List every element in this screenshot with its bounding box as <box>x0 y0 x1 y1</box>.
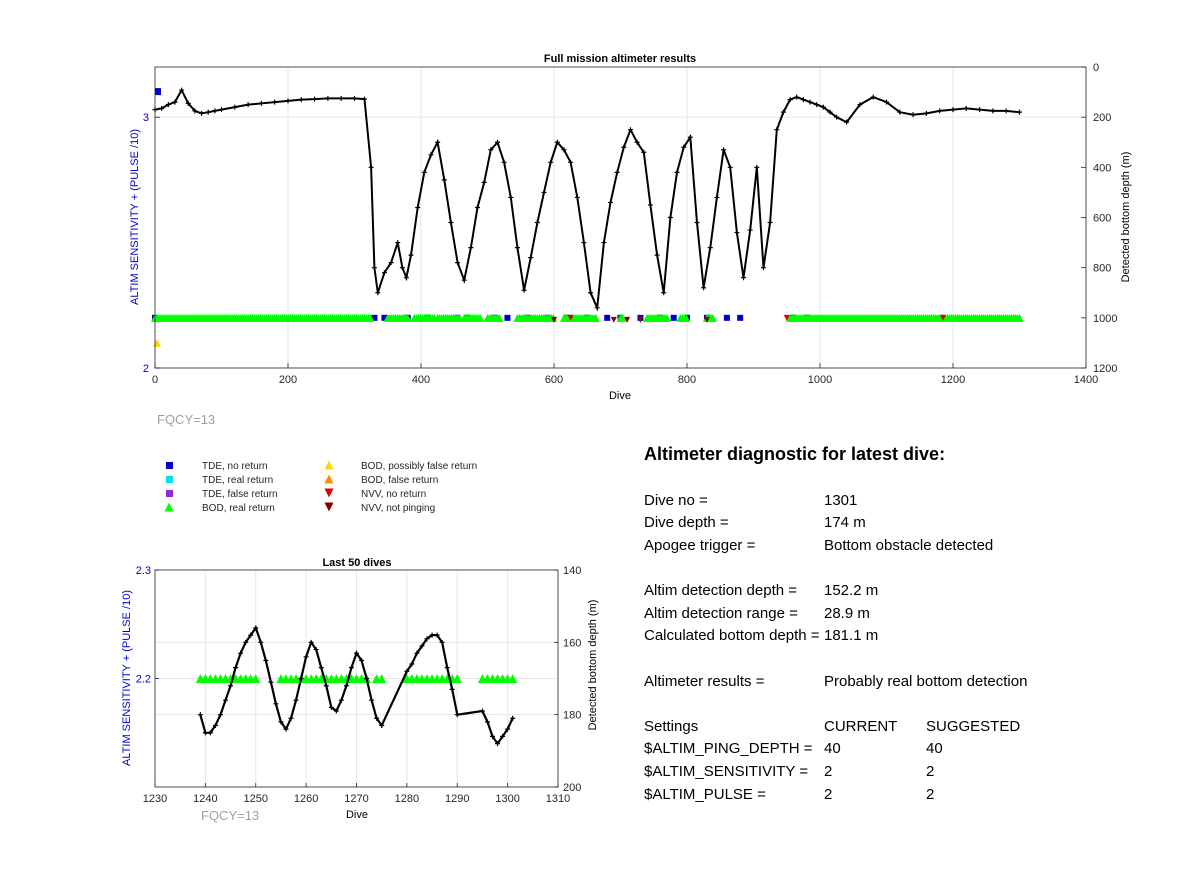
setting-current: 40 <box>824 740 841 758</box>
tde-no-return-marker <box>155 88 161 95</box>
calc-depth-label: Calculated bottom depth = <box>644 627 820 645</box>
depth-point <box>482 180 487 185</box>
right-tick-label: 400 <box>1093 162 1112 175</box>
x-tick-label: 1310 <box>545 793 571 805</box>
depth-point <box>259 101 264 106</box>
bod-possibly-false-marker <box>153 339 161 347</box>
right-tick-label: 1000 <box>1093 312 1118 325</box>
left-tick-label: 2.2 <box>135 673 151 686</box>
left-tick-label: 2 <box>142 363 149 375</box>
depth-point <box>990 108 995 113</box>
altim-depth-row <box>644 579 1164 602</box>
depth-point <box>714 195 719 200</box>
right-tick-label: 160 <box>563 637 582 650</box>
depth-point <box>741 275 746 280</box>
right-tick-label: 200 <box>563 782 582 794</box>
depth-point <box>450 687 455 692</box>
setting-current: 2 <box>824 762 833 780</box>
depth-point <box>312 97 317 102</box>
settings-label: Settings <box>644 717 699 735</box>
depth-point <box>708 245 713 250</box>
x-tick-label: 1000 <box>807 374 833 386</box>
depth-point <box>273 701 278 706</box>
top-chart-left-ylabel: ALTIM SENSITIVITY + (PULSE /10) <box>129 129 141 305</box>
depth-point <box>694 220 699 225</box>
top-chart-right-ylabel: Detected bottom depth (m) <box>1120 151 1132 283</box>
depth-point <box>375 290 380 295</box>
depth-point <box>661 290 666 295</box>
x-tick-label: 200 <box>278 374 298 386</box>
bottom-chart-fqcy: FQCY=13 <box>201 808 260 823</box>
tde-no-return-marker <box>604 315 610 321</box>
dive-depth-row <box>644 512 1164 535</box>
depth-point <box>601 240 606 245</box>
depth-point <box>515 245 520 250</box>
depth-point <box>937 108 942 113</box>
depth-point <box>324 683 329 688</box>
depth-point <box>754 165 759 170</box>
depth-point <box>668 215 673 220</box>
tde-no-return-marker <box>504 315 510 321</box>
diagnostic-panel <box>644 444 1164 805</box>
depth-point <box>728 165 733 170</box>
legend-marker <box>325 503 334 512</box>
depth-point <box>219 107 224 112</box>
apogee-value: Bottom obstacle detected <box>824 536 994 554</box>
legend-marker <box>325 461 334 470</box>
depth-point <box>286 98 291 103</box>
top-chart-title: Full mission altimeter results <box>543 53 697 65</box>
altim-range-value: 28.9 m <box>824 604 870 622</box>
top-chart-left-ticks <box>143 112 160 375</box>
x-tick-label: 1240 <box>193 793 218 805</box>
apogee-label: Apogee trigger = <box>644 536 756 554</box>
depth-point <box>522 288 527 293</box>
right-tick-label: 800 <box>1093 262 1112 275</box>
x-tick-label: 1200 <box>940 374 966 386</box>
calc-depth-row <box>644 625 1164 648</box>
bottom-chart-x-ticks <box>143 783 570 805</box>
depth-point <box>372 265 377 270</box>
x-tick-label: 400 <box>411 374 431 386</box>
depth-point <box>794 95 799 100</box>
depth-point <box>608 200 613 205</box>
legend-marker <box>325 475 334 484</box>
depth-point <box>272 100 277 105</box>
top-chart-fqcy: FQCY=13 <box>157 412 216 427</box>
x-tick-label: 1290 <box>445 793 470 805</box>
depth-point <box>319 665 324 670</box>
legend-marker <box>166 490 173 497</box>
depth-point <box>648 202 653 207</box>
depth-point <box>445 665 450 670</box>
depth-point <box>362 97 367 102</box>
depth-point <box>964 106 969 111</box>
depth-point <box>369 165 374 170</box>
bottom-chart-left-ylabel: ALTIM SENSITIVITY + (PULSE /10) <box>121 590 133 766</box>
tde-no-return-marker <box>671 315 677 321</box>
altim-depth-value: 152.2 m <box>824 582 879 600</box>
depth-point <box>528 255 533 260</box>
bottom-chart-title: Last 50 dives <box>322 557 392 569</box>
legend-label: NVV, no return <box>361 489 427 500</box>
x-tick-label: 1230 <box>142 793 168 805</box>
right-tick-label: 600 <box>1093 212 1112 225</box>
right-tick-label: 1200 <box>1093 363 1118 375</box>
setting-suggested: 2 <box>926 785 935 803</box>
depth-point <box>299 97 304 102</box>
calc-depth-value: 181.1 m <box>824 627 879 645</box>
depth-point <box>404 275 409 280</box>
dive-no-value: 1301 <box>824 491 858 509</box>
depth-point <box>475 205 480 210</box>
depth-point <box>748 228 753 233</box>
depth-point <box>415 205 420 210</box>
x-tick-label: 0 <box>151 374 159 386</box>
x-tick-label: 1260 <box>293 793 319 805</box>
right-tick-label: 180 <box>563 709 582 722</box>
left-tick-label: 3 <box>142 112 149 125</box>
x-tick-label: 1270 <box>344 793 369 805</box>
depth-point <box>325 96 330 101</box>
x-tick-label: 600 <box>544 374 564 386</box>
bottom-chart-right-ylabel: Detected bottom depth (m) <box>587 599 599 731</box>
depth-point <box>1017 110 1022 115</box>
depth-point <box>721 147 726 152</box>
depth-point <box>203 730 208 735</box>
setting-row <box>644 760 1164 783</box>
depth-point <box>448 220 453 225</box>
depth-point <box>294 698 299 703</box>
legend-label: NVV, not pinging <box>361 503 436 514</box>
x-tick-label: 1400 <box>1073 374 1099 386</box>
depth-point <box>258 640 263 645</box>
depth-point <box>734 230 739 235</box>
right-tick-label: 200 <box>1093 112 1112 125</box>
depth-point <box>621 145 626 150</box>
setting-suggested: 40 <box>926 740 943 758</box>
legend-label: TDE, no return <box>202 461 268 472</box>
depth-point <box>206 110 211 115</box>
legend-marker <box>325 489 334 498</box>
depth-point <box>246 102 251 107</box>
depth-point <box>924 111 929 116</box>
depth-point <box>548 160 553 165</box>
depth-point <box>199 111 204 116</box>
dive-depth-label: Dive depth = <box>644 514 729 532</box>
legend-label: BOD, real return <box>202 503 275 514</box>
depth-point <box>502 160 507 165</box>
depth-point <box>198 712 203 717</box>
altim-range-row <box>644 602 1164 625</box>
left-tick-label: 2.3 <box>135 565 151 577</box>
depth-point <box>977 107 982 112</box>
depth-point <box>701 285 706 290</box>
results-row <box>644 670 1164 693</box>
legend-label: BOD, possibly false return <box>361 461 478 472</box>
dive-depth-value: 174 m <box>824 514 866 532</box>
right-tick-label: 140 <box>563 565 582 577</box>
setting-name: $ALTIM_PULSE = <box>644 785 766 803</box>
depth-point <box>575 195 580 200</box>
depth-point <box>455 712 460 717</box>
apogee-row <box>644 534 1164 557</box>
depth-point <box>801 97 806 102</box>
dive-no-row <box>644 489 1164 512</box>
legend-label: TDE, false return <box>202 489 278 500</box>
altim-depth-label: Altim detection depth = <box>644 582 798 600</box>
depth-point <box>369 698 374 703</box>
depth-point <box>675 170 680 175</box>
depth-point <box>535 220 540 225</box>
dive-no-label: Dive no = <box>644 491 708 509</box>
diagnostic-title: Altimeter diagnostic for latest dive: <box>644 444 946 464</box>
depth-point <box>339 96 344 101</box>
x-tick-label: 1300 <box>495 793 520 805</box>
legend-marker <box>166 476 173 483</box>
top-chart-xlabel: Dive <box>608 390 632 402</box>
depth-point <box>409 253 414 258</box>
top-chart-x-ticks <box>152 363 1098 386</box>
x-tick-label: 1250 <box>243 793 268 805</box>
setting-name: $ALTIM_PING_DEPTH = <box>644 740 813 758</box>
depth-point <box>212 108 217 113</box>
depth-point <box>1004 108 1009 113</box>
depth-point <box>232 105 237 110</box>
legend-marker <box>166 462 173 469</box>
settings-header-row <box>644 715 1164 738</box>
depth-point <box>508 195 513 200</box>
depth-point <box>615 170 620 175</box>
depth-point <box>951 107 956 112</box>
legend <box>165 461 478 515</box>
depth-point <box>768 220 773 225</box>
top-chart-grid <box>155 67 1086 368</box>
right-tick-label: 0 <box>1093 62 1100 74</box>
setting-current: 2 <box>824 785 833 803</box>
x-tick-label: 1280 <box>394 793 420 805</box>
depth-point <box>442 177 447 182</box>
depth-point <box>352 96 357 101</box>
depth-line <box>155 90 1020 308</box>
depth-point <box>468 245 473 250</box>
setting-row <box>644 783 1164 806</box>
bottom-chart-left-ticks <box>136 565 159 686</box>
setting-suggested: 2 <box>926 762 935 780</box>
depth-point <box>655 253 660 258</box>
depth-point <box>808 100 813 105</box>
depth-point <box>581 240 586 245</box>
results-value: Probably real bottom detection <box>824 672 1028 690</box>
legend-marker <box>165 503 174 512</box>
depth-point <box>422 170 427 175</box>
current-label: CURRENT <box>824 717 898 735</box>
depth-point <box>462 278 467 283</box>
tde-no-return-marker <box>724 315 730 321</box>
bottom-chart-xlabel: Dive <box>345 809 369 821</box>
tde-no-return-marker <box>737 315 743 321</box>
x-tick-label: 800 <box>677 374 697 386</box>
nvv-not-pinging-marker <box>611 317 617 323</box>
depth-point <box>263 658 268 663</box>
setting-row <box>644 738 1164 761</box>
results-label: Altimeter results = <box>644 672 765 690</box>
depth-point <box>268 680 273 685</box>
top-chart-frame <box>155 67 1086 368</box>
top-chart-marks <box>151 88 1024 347</box>
depth-point <box>761 265 766 270</box>
legend-label: TDE, real return <box>202 475 274 486</box>
setting-name: $ALTIM_SENSITIVITY = <box>644 762 809 780</box>
depth-point <box>911 112 916 117</box>
suggested-label: SUGGESTED <box>926 717 1021 735</box>
depth-point <box>542 190 547 195</box>
altim-range-label: Altim detection range = <box>644 604 798 622</box>
depth-point <box>395 240 400 245</box>
legend-label: BOD, false return <box>361 475 439 486</box>
